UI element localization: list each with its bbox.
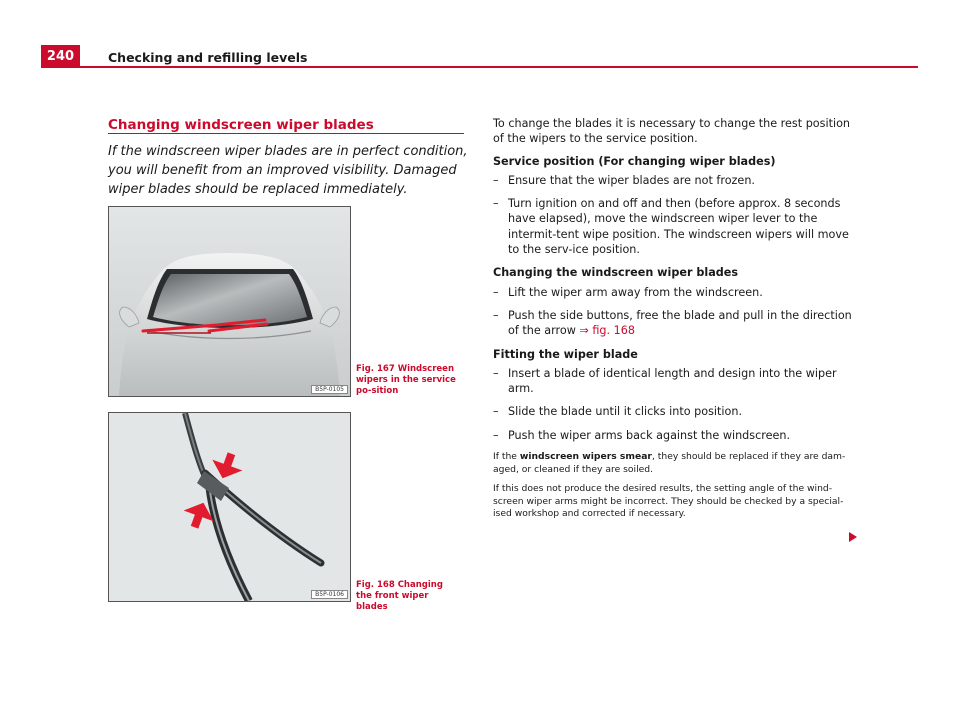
changing-heading: Changing the windscreen wiper blades bbox=[493, 266, 739, 280]
figure-code: B5P-0106 bbox=[311, 590, 348, 599]
wiper-blade-illustration bbox=[109, 413, 350, 601]
section-rule bbox=[108, 133, 464, 134]
page-number: 240 bbox=[41, 45, 80, 68]
car-windscreen-illustration bbox=[109, 207, 350, 396]
figure-167-image bbox=[108, 206, 351, 397]
note-smear bbox=[493, 451, 855, 476]
continue-arrow-icon bbox=[849, 532, 857, 542]
note-text: If the bbox=[493, 451, 520, 463]
note-text: , they should be replaced if they are dam-aged, or cleaned if they are soiled. bbox=[493, 451, 846, 475]
note-emphasis: windscreen wipers smear bbox=[519, 451, 652, 463]
fitting-heading: Fitting the wiper blade bbox=[493, 347, 638, 361]
list-item-text: Push the side buttons, free the blade and pull in the direction of the arrow bbox=[508, 308, 852, 338]
body-intro: To change the blades it is necessary to change the rest position of the wipers to the service position. bbox=[493, 117, 851, 146]
figure-168-caption: Fig. 168 Changing the front wiper blades bbox=[356, 580, 443, 612]
section-intro: If the windscreen wiper blades are in perfect condition, you will benefit from an improved visibility. Damaged wiper blades should be replaced immediately. bbox=[108, 144, 468, 197]
figure-link[interactable]: ⇒ fig. 168 bbox=[579, 324, 635, 338]
list-item: – Turn ignition on and off and then (before approx. 8 seconds have elapsed), move the windscreen wiper lever to the intermit-tent wipe position. The windscreen wipers will move to the serv-ice position. bbox=[493, 196, 855, 257]
right-column bbox=[493, 116, 855, 528]
note-angle: If this does not produce the desired results, the setting angle of the wind-screen wiper arms might be incorrect. They should be checked by a special-ised workshop and corrected if necessary. bbox=[493, 483, 844, 520]
service-heading: Service position (For changing wiper blades) bbox=[493, 154, 776, 168]
header-rule bbox=[41, 66, 918, 68]
figure-code: B5P-0105 bbox=[311, 385, 348, 394]
list-item: – Push the wiper arms back against the windscreen. bbox=[493, 428, 855, 443]
section-title: Changing windscreen wiper blades bbox=[108, 117, 374, 133]
list-item: – Slide the blade until it clicks into position. bbox=[493, 404, 855, 419]
list-item: – Insert a blade of identical length and design into the wiper arm. bbox=[493, 366, 855, 397]
figure-168-image bbox=[108, 412, 351, 602]
list-item: – Lift the wiper arm away from the windscreen. bbox=[493, 285, 855, 300]
figure-167-caption: Fig. 167 Windscreen wipers in the service po-sition bbox=[356, 364, 456, 396]
list-item bbox=[493, 308, 855, 339]
list-item: – Ensure that the wiper blades are not frozen. bbox=[493, 173, 855, 188]
running-header: Checking and refilling levels bbox=[108, 50, 308, 65]
